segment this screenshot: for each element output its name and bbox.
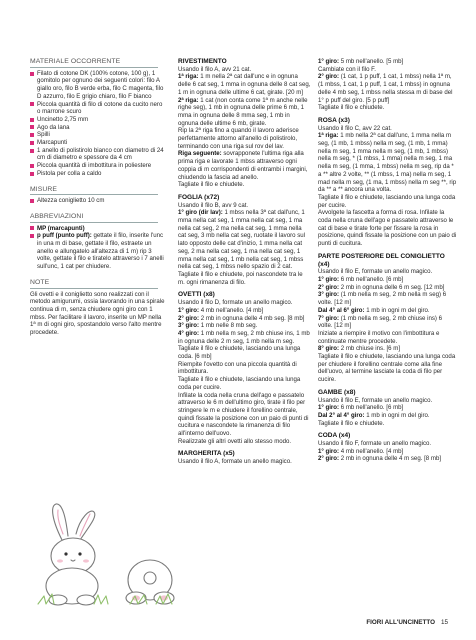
row-label: 2° giro: bbox=[318, 73, 340, 81]
row-text: 1 mb nella m seg, 2 mb chiuse ins, 1 mb in ognuna delle 2 m seg, 1 mb nella m seg. Tagliate il filo e chiudete, lasciando una lunga coda. [6 mb] bbox=[178, 329, 310, 361]
instruction-row bbox=[178, 307, 311, 315]
row-label: 2ª riga: bbox=[178, 96, 199, 104]
row-text: 1 m nella 2ª cat dall'unc e in ognuna delle 6 cat seg, 1 mma in ognuna delle 8 cat seg, 1 m in ognuna delle ultime 6 cat, girate. [20 m] bbox=[178, 73, 311, 96]
column-instructions-2 bbox=[318, 58, 458, 463]
instruction-text: Tagliate il filo e chiudete. bbox=[318, 419, 385, 427]
materials-list bbox=[30, 70, 165, 178]
row-text: 4 mb nell'anello. [4 mb] bbox=[339, 447, 404, 455]
instruction-row bbox=[318, 307, 458, 315]
divider bbox=[30, 288, 158, 289]
instruction-text: Realizzate gli altri ovetti allo stesso modo. bbox=[178, 437, 292, 445]
bullet-square-icon bbox=[30, 72, 34, 76]
section-heading: CODA (x4) bbox=[318, 432, 351, 440]
instruction-text: Tagliate il filo e chiudete, lasciando una lunga coda per cucire. bbox=[318, 193, 456, 209]
sizes-title: MISURE bbox=[30, 185, 58, 193]
row-label: 1° giro: bbox=[318, 447, 340, 455]
instruction-row bbox=[178, 330, 311, 361]
divider bbox=[30, 222, 158, 223]
bullet-item bbox=[30, 170, 165, 178]
row-label: 1° giro: bbox=[318, 58, 340, 65]
divider bbox=[30, 194, 158, 195]
row-label: 2° giro: bbox=[318, 283, 340, 291]
row-label: 3° giro: bbox=[318, 291, 340, 299]
bullet-square-icon bbox=[30, 234, 34, 238]
bullet-square-icon bbox=[30, 172, 34, 176]
sizes-list bbox=[30, 197, 165, 205]
row-label: Riga seguente: bbox=[178, 150, 222, 158]
instruction-row bbox=[178, 322, 311, 330]
section-heading: FOGLIA (x72) bbox=[178, 193, 220, 201]
abbreviation-value: gettate il filo, inserite l'unc in una m di base, gettate il filo, estraete un anello e allungatelo all'altezza di 1 m) rip 3 volte, gettate il filo e tiratelo attraverso i 7 anelli sull'unc, 1 cat per chiudere. bbox=[37, 232, 164, 271]
bullet-text: Piccola quantità di imbottitura in poliestere bbox=[37, 162, 152, 170]
instruction-text: Iniziate a riempire il motivo con l'imbottitura e continuate mentre procedete. bbox=[318, 329, 440, 345]
notes-title: NOTE bbox=[30, 278, 50, 286]
row-label: Dal 2° al 4° giro: bbox=[318, 411, 365, 419]
row-text: 4 mb nell'anello. [4 mb] bbox=[199, 306, 264, 314]
instruction-row bbox=[178, 73, 311, 96]
bullet-item bbox=[30, 147, 165, 162]
instruction-row bbox=[318, 291, 458, 306]
instruction-row bbox=[318, 132, 458, 194]
bullet-text: Altezza coniglietto 10 cm bbox=[37, 197, 105, 205]
instruction-row bbox=[318, 73, 458, 104]
row-text: 1 mb in ogni m del giro. bbox=[364, 306, 430, 314]
instruction-text: Cambiate con il filo F. bbox=[318, 65, 376, 73]
row-text: 2 mb in ognuna delle 4 mb seg. [8 mb] bbox=[199, 314, 305, 322]
instruction-row bbox=[178, 150, 311, 181]
bullet-text: Filato di cotone DK (100% cotone, 100 g), 1 gomitolo per ognuno dei seguenti colori: filo A giallo oro, filo B verde erba, filo C magenta, filo D azzurro, filo E grigio chiaro, filo F bianco bbox=[37, 69, 164, 100]
abbreviation-text bbox=[37, 232, 165, 271]
row-text: (1 mb nella m seg, 2 mb nella m seg) 6 volte. [12 m] bbox=[318, 291, 447, 307]
instruction-row bbox=[318, 58, 458, 66]
instruction-text: Usando il filo A, avv 21 cat. bbox=[178, 65, 252, 73]
column-instructions-1 bbox=[178, 58, 311, 466]
instruction-row bbox=[318, 412, 458, 420]
bullet-item bbox=[30, 197, 165, 205]
row-text: 1 mb nelle 8 mb seg. bbox=[199, 322, 258, 330]
instruction-text: Avvolgete la fascetta a forma di rosa. Infilate la coda nella cruna dell'ago e passatelo attraverso le cat di base e tirate forte per fissare la rosa in posizione, quindi fissate la posizione con un paio di punti di cucitura. bbox=[318, 209, 457, 248]
instruction-row bbox=[178, 315, 311, 323]
section-heading: GAMBE (x8) bbox=[318, 388, 356, 396]
instruction-text: Tagliate il filo e chiudete, lasciando una lunga coda per cucire. bbox=[178, 376, 301, 391]
bullet-text: Ago da lana bbox=[37, 123, 70, 131]
row-text: 2 mb in ognuna delle 4 m seg. [8 mb] bbox=[339, 455, 442, 463]
row-label: 2° giro: bbox=[178, 314, 200, 322]
row-text: sovrapponete l'ultima riga alla prima riga e lavorate 1 mbss attraverso ogni coppia di m corrispondenti di entrambi i margini, chiudendo la fascia ad anello. bbox=[178, 150, 308, 181]
bullet-item bbox=[30, 116, 165, 124]
row-label: 3° giro: bbox=[178, 322, 200, 330]
bullet-square-icon bbox=[30, 102, 34, 106]
instruction-text: Tagliate il filo e chiudete. bbox=[318, 104, 385, 112]
instruction-text: Infilate la coda nella cruna dell'ago e passatelo attraverso le 6 m dell'ultimo giro, tirate il filo per stringere le m e chiudere il forellino centrale, quindi fissate la posizione con un paio di punti di cucitura e nascondete la rimanenza di filo all'interno dell'uovo. bbox=[178, 391, 309, 438]
bullet-square-icon bbox=[30, 164, 34, 168]
page-footer bbox=[366, 619, 448, 626]
row-text: 6 mb nell'anello. [6 mb] bbox=[339, 404, 404, 412]
section-heading: RIVESTIMENTO bbox=[178, 58, 227, 65]
instruction-text: Usando il filo D, formate un anello magico. bbox=[178, 299, 293, 307]
bullet-text: Marcapunti bbox=[37, 139, 68, 147]
bullet-text: Pistola per colla a caldo bbox=[37, 169, 102, 177]
row-text: 1 cat (non conta come 1ª m anche nelle righe seg), 1 mb in ognuna delle prime 6 mb, 1 mma in ognuna delle 8 mma seg, 1 mb in ognuna delle ultime 6 mb, girate. bbox=[178, 96, 308, 127]
divider bbox=[30, 67, 158, 68]
bullet-item bbox=[30, 70, 165, 101]
notes-text: Gli ovetti e il coniglietto sono realizzati con il metodo amigurumi, ossia lavorando in una spirale continua di m, senza chiudere ogni giro con 1 mbss. Per facilitare il lavoro, inserite un MP nella 1ª m di ogni giro, spostandolo verso l'alto mentre procedete. bbox=[30, 290, 165, 337]
row-text: (1 mb nella m seg, 2 mb chiuse ins) 6 volte. [12 m] bbox=[318, 314, 443, 330]
abbreviation-key: MP (marcapunti) bbox=[37, 224, 85, 232]
bullet-text: Piccola quantità di filo di cotone da cucito nero o marrone scuro bbox=[37, 100, 163, 116]
instruction-text: Usando il filo F, formate un anello magico. bbox=[318, 440, 432, 448]
page-number: 15 bbox=[440, 619, 448, 626]
instruction-row bbox=[318, 345, 458, 353]
row-label: 8° giro: bbox=[318, 345, 340, 353]
row-text: 6 mb nell'anello. [6 mb] bbox=[339, 275, 404, 283]
abbreviations-list bbox=[30, 225, 165, 271]
instruction-row bbox=[178, 97, 311, 128]
section-heading: PARTE POSTERIORE DEL CONIGLIETTO (x4) bbox=[318, 252, 445, 268]
instruction-row bbox=[318, 455, 458, 463]
instruction-row bbox=[318, 404, 458, 412]
row-label: 1° giro (dir lav): bbox=[178, 209, 223, 217]
row-label: 1° giro: bbox=[318, 404, 340, 412]
bullet-item bbox=[30, 124, 165, 132]
instruction-text: Riempite l'ovetto con una piccola quantità di imbottitura. bbox=[178, 360, 297, 376]
abbreviation-item bbox=[30, 232, 165, 271]
section-heading: ROSA (x3) bbox=[318, 116, 350, 124]
instruction-text: Tagliate il filo e chiudete, lasciando una lunga coda per chiudere il forellino centrale come alla fine dell'uovo, al termine lasciate la coda di filo per cucire. bbox=[318, 353, 456, 384]
row-text: 1 mb nella 2ª cat dall'unc, 1 mma nella m seg, (1 mb, 1 mbss) nella m seg, (1 mb, 1 mma) nella m seg, 1 mma nella m seg, (1 mb, 1 mbss) nella m seg, * (1 mbss, 1 mma) nella m seg, 1 ma nella m seg, (1 mma, 1 mbss) nella m seg, rip da * a ** altre 2 volte, ** (1 mbss, 1 ma) nella m seg, 1 mad nella m seg, (1 ma, 1 mbss) nella m seg **, rip da ** a ** ancora una volta. bbox=[318, 132, 457, 194]
row-label: 1° giro: bbox=[178, 306, 200, 314]
instruction-row bbox=[318, 276, 458, 284]
bullet-item bbox=[30, 139, 165, 147]
row-text: 2 mb in ognuna delle 6 m seg. [12 mb] bbox=[339, 283, 445, 291]
abbreviation-text bbox=[37, 225, 85, 233]
row-text: (1 cat, 1 p puff, 1 cat, 1 mbss) nella 1ª m, (1 mbss, 1 cat, 1 p puff, 1 cat, 1 mbss) in ognuna delle 4 mb seg, 1 mbss nella stessa m di base del 1° p puff del giro. [5 p puff] bbox=[318, 73, 453, 104]
instruction-text: Usando il filo B, avv 9 cat. bbox=[178, 201, 249, 209]
bullet-item bbox=[30, 101, 165, 116]
bullet-item bbox=[30, 131, 165, 139]
materials-title: MATERIALE OCCORRENTE bbox=[30, 58, 121, 65]
bullet-text: 1 anello di polistirolo bianco con diametro di 24 cm di diametro e spessore da 4 cm bbox=[37, 146, 164, 162]
instruction-text: Usando il filo E, formate un anello magico. bbox=[318, 396, 433, 404]
abbreviations-title: ABBREVIAZIONI bbox=[30, 212, 84, 220]
instruction-text: Rip la 2ª riga fino a quando il lavoro aderisce perfettamente attorno all'anello di polistirolo, terminando con una riga sul rov del lav. bbox=[178, 127, 299, 150]
instruction-text: Tagliate il filo e chiudete, poi nascondete tra le m. ogni rimanenza di filo. bbox=[178, 270, 303, 286]
row-text: 1 mbss nella 3ª cat dall'unc, 1 mma nella cat seg, 1 mma nella cat seg, 1 ma nella cat seg, 2 ma nella cat seg, 1 mma nella cat seg, 3 mb nella cat seg, ruotate il lavoro sul lato opposto delle cat d'inizio, 1 mma nella cat seg, 2 ma nella cat seg, 1 ma nella cat seg, 1 mma nella cat seg, 1 mb nella cat seg, 1 mbss nella cat seg, 1 mbss nello spazio di 2 cat. bbox=[178, 209, 306, 271]
row-text: 2 mb chiuse ins. [6 m] bbox=[339, 345, 401, 353]
bullet-text: Spilli bbox=[37, 131, 50, 139]
abbreviation-key: p puff (punto puff): bbox=[37, 232, 92, 240]
bullet-square-icon bbox=[30, 118, 34, 122]
row-label: 1ª riga: bbox=[178, 73, 199, 81]
bullet-square-icon bbox=[30, 125, 34, 129]
bullet-square-icon bbox=[30, 226, 34, 230]
column-materials bbox=[30, 58, 165, 337]
bullet-square-icon bbox=[30, 149, 34, 153]
bullet-square-icon bbox=[30, 133, 34, 137]
bullet-square-icon bbox=[30, 199, 34, 203]
row-label: 4° giro: bbox=[178, 329, 200, 337]
row-label: 7° giro: bbox=[318, 314, 340, 322]
instruction-row bbox=[178, 209, 311, 271]
bullet-item bbox=[30, 162, 165, 170]
row-label: 1ª riga: bbox=[318, 132, 339, 140]
instruction-text: Usando il filo A, formate un anello magico. bbox=[178, 458, 292, 466]
row-label: Dal 4° al 6° giro: bbox=[318, 306, 365, 314]
instruction-row bbox=[318, 315, 458, 330]
bunny-illustration bbox=[32, 500, 178, 608]
instruction-text: Usando il filo E, formate un anello magico. bbox=[318, 268, 433, 276]
bullet-square-icon bbox=[30, 141, 34, 145]
instruction-text: Tagliate il filo e chiudete. bbox=[178, 181, 245, 189]
instruction-row bbox=[318, 284, 458, 292]
row-label: 2° giro: bbox=[318, 455, 340, 463]
row-text: 1 mb in ogni m del giro. bbox=[364, 411, 430, 419]
abbreviation-item bbox=[30, 225, 165, 233]
row-text: 5 mb nell'anello. [5 mb] bbox=[339, 58, 404, 65]
instruction-row bbox=[318, 448, 458, 456]
section-heading: OVETTI (x8) bbox=[178, 291, 215, 299]
magazine-name: FIORI ALL'UNCINETTO bbox=[366, 619, 435, 626]
section-heading: MARGHERITA (x5) bbox=[178, 450, 235, 458]
bullet-text: Uncinetto 2,75 mm bbox=[37, 115, 89, 123]
row-label: 1° giro: bbox=[318, 275, 340, 283]
instruction-text: Usando il filo C, avv 22 cat. bbox=[318, 124, 392, 132]
